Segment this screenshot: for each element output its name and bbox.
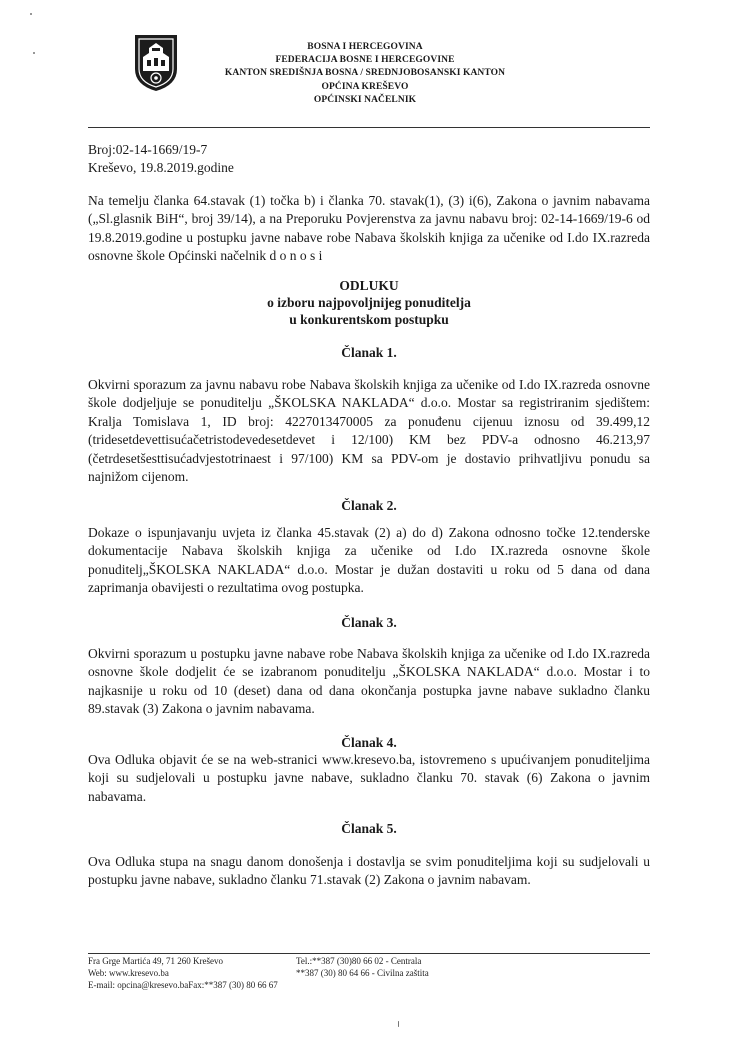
- scan-speck: [398, 1021, 399, 1027]
- decision-title: ODLUKU: [339, 278, 399, 293]
- footer-phone: **387 (30) 80 64 66 - Civilna zaštita: [296, 968, 429, 978]
- footer-web: Web: www.kresevo.ba: [88, 968, 169, 978]
- letterhead: [200, 41, 530, 107]
- article-text: Ova Odluka stupa na snagu danom donošenja i dostavlja se svim ponuditeljima koji su sudjelovali u postupku javne nabave, sukladno članku 71.stavak (2) Zakona o javnim nabavam.: [88, 854, 650, 888]
- article-text: Ova Odluka objavit će se na web-stranici www.kresevo.ba, istovremeno s upućivanjem ponuditeljima koji su sudjelovali u postupku javne nabave, sukladno članku 70. stavak (6) Zakona o javnim nabavama.: [88, 752, 650, 804]
- scan-speck: [33, 52, 35, 54]
- footer-address: Fra Grge Martića 49, 71 260 Kreševo: [88, 956, 224, 966]
- article-text: Dokaze o ispunjavanju uvjeta iz članka 45.stavak (2) a) do d) Zakona odnosno točke 12.tenderske dokumentacije Nabava školskih knjiga za učenike od I.do IX.razreda osnovne škole ponuditelj„ŠKOLSKA NAKLADA“ d.o.o. Mostar je dužan dostaviti u roku od 5 dana od dana zaprimanja obavijesti o rezultatima ovog postupka.: [88, 525, 650, 596]
- article-heading: Članak 4.: [341, 735, 397, 750]
- letterhead-municipality: OPĆINA KREŠEVO: [321, 81, 409, 92]
- decision-subtitle: u konkurentskom postupku: [289, 312, 449, 327]
- footer-contact-left: [88, 955, 278, 991]
- reference-number: Broj:02-14-1669/19-7: [88, 142, 208, 157]
- reference-block: [88, 141, 234, 176]
- article-text: Okvirni sporazum u postupku javne nabave robe Nabava školskih knjiga za učenike od I.do IX.razreda osnovne škole dodjelit će se izabranom ponuditelju „ŠKOLSKA NAKLADA“ d.o.o. Mostar i to najkasnije u roku od 10 (deset) dana od dana okončanja postupka javne nabave sukladno članku 89.stavak (3) Zakona o javnim nabavama.: [88, 646, 650, 717]
- place-date: Kreševo, 19.8.2019.godine: [88, 159, 234, 175]
- footer-divider: [88, 953, 650, 954]
- footer-phone: Tel.:**387 (30)80 66 02 - Centrala: [296, 956, 422, 966]
- decision-title-block: [88, 277, 650, 328]
- article-heading: Članak 1.: [341, 345, 397, 360]
- letterhead-federation: FEDERACIJA BOSNE I HERCEGOVINE: [275, 55, 455, 66]
- article-heading: Članak 3.: [341, 615, 397, 630]
- footer-email: E-mail: opcina@kresevo.baFax:**387 (30) 80 66 67: [88, 980, 278, 990]
- article-heading: Članak 2.: [341, 498, 397, 513]
- letterhead-country: BOSNA I HERCEGOVINA: [307, 42, 423, 52]
- coat-of-arms-icon: [133, 33, 179, 93]
- footer-contact-right: [296, 955, 429, 979]
- letterhead-office: OPĆINSKI NAČELNIK: [313, 94, 417, 105]
- preamble: Na temelju članka 64.stavak (1) točka b) i članka 70. stavak(1), (3) i(6), Zakona o javnim nabavama („Sl.glasnik BiH“, broj 39/14), a na Preporuku Povjerenstva za javnu nabavu broj: 02-14-1669/19-6 od 19.8.2019.godine u postupku javne nabave robe Nabava školskih knjiga za učenike od I.do IX.razreda osnovne škole Općinski načelnik d o n o s i: [88, 193, 650, 264]
- scan-speck: [30, 13, 32, 15]
- article-heading: Članak 5.: [341, 821, 397, 836]
- header-divider: [88, 127, 650, 128]
- letterhead-canton: KANTON SREDIŠNJA BOSNA / SREDNJOBOSANSKI KANTON: [224, 68, 506, 79]
- decision-subtitle: o izboru najpovoljnijeg ponuditelja: [267, 295, 471, 310]
- article-text: Okvirni sporazum za javnu nabavu robe Nabava školskih knjiga za učenike od I.do IX.razreda osnovne škole dodjeljuje se ponuditelju „ŠKOLSKA NAKLADA“ d.o.o. Mostar sa registriranim sjedištem: Kralja Tomislava 1, ID broj: 4227013470005 za ponuđenu cijenuu iznosu od 39.499,12 (tridesetdevettisućačetristodevedesetdevet i 12/100) KM bez PDV-a odnosno 46.213,97 (četrdesetšesttisućadvjestotrinaest i 97/100) KM sa PDV-om je dostavio prihvatljivu ponudu sa najnižom cijenom.: [88, 377, 650, 485]
